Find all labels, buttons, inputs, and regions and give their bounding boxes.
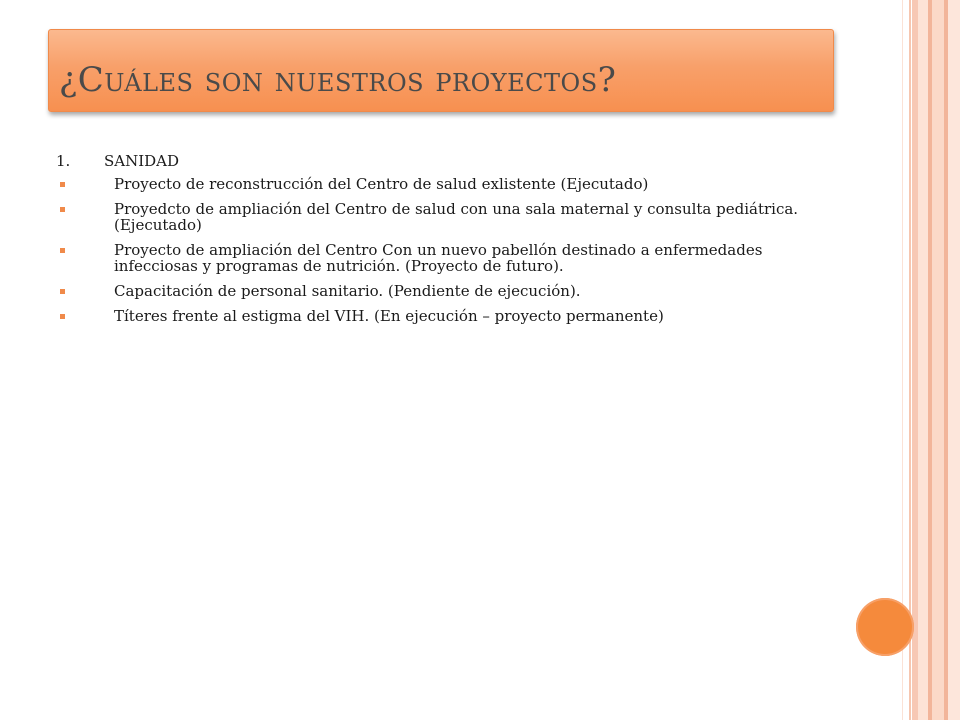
- section-heading: [56, 152, 836, 170]
- title-box: [48, 29, 834, 112]
- list-item: [56, 283, 836, 299]
- list-item: [56, 308, 836, 324]
- stripe: [948, 0, 960, 720]
- list-item: [56, 201, 836, 233]
- bullet-icon: [60, 248, 65, 253]
- stripe: [918, 0, 928, 720]
- decorative-circle: [856, 598, 914, 656]
- slide-title: ¿Cuáles son nuestros proyectos?: [59, 60, 617, 100]
- bullet-icon: [60, 207, 65, 212]
- list-item: [56, 176, 836, 192]
- section-number: 1.: [56, 152, 71, 170]
- bullet-icon: [60, 182, 65, 187]
- bullet-icon: [60, 314, 65, 319]
- side-stripes: [912, 0, 960, 720]
- list-item-text: Proyedcto de ampliación del Centro de salud con una sala maternal y consulta pediátrica. (Ejecutado): [114, 200, 799, 234]
- list-item-text: Títeres frente al estigma del VIH. (En ejecución – proyecto permanente): [114, 307, 664, 325]
- list-item-text: Capacitación de personal sanitario. (Pendiente de ejecución).: [114, 282, 581, 300]
- bullet-icon: [60, 289, 65, 294]
- section-label: SANIDAD: [104, 152, 180, 170]
- slide-content: [56, 152, 836, 333]
- list-item-text: Proyecto de reconstrucción del Centro de salud exlistente (Ejecutado): [114, 175, 649, 193]
- list-item-text: Proyecto de ampliación del Centro Con un nuevo pabellón destinado a enfermedades infecciosas y programas de nutrición. (Proyecto de futuro).: [114, 241, 763, 275]
- list-item: [56, 242, 836, 274]
- bullet-list: [56, 176, 836, 324]
- stripe: [932, 0, 944, 720]
